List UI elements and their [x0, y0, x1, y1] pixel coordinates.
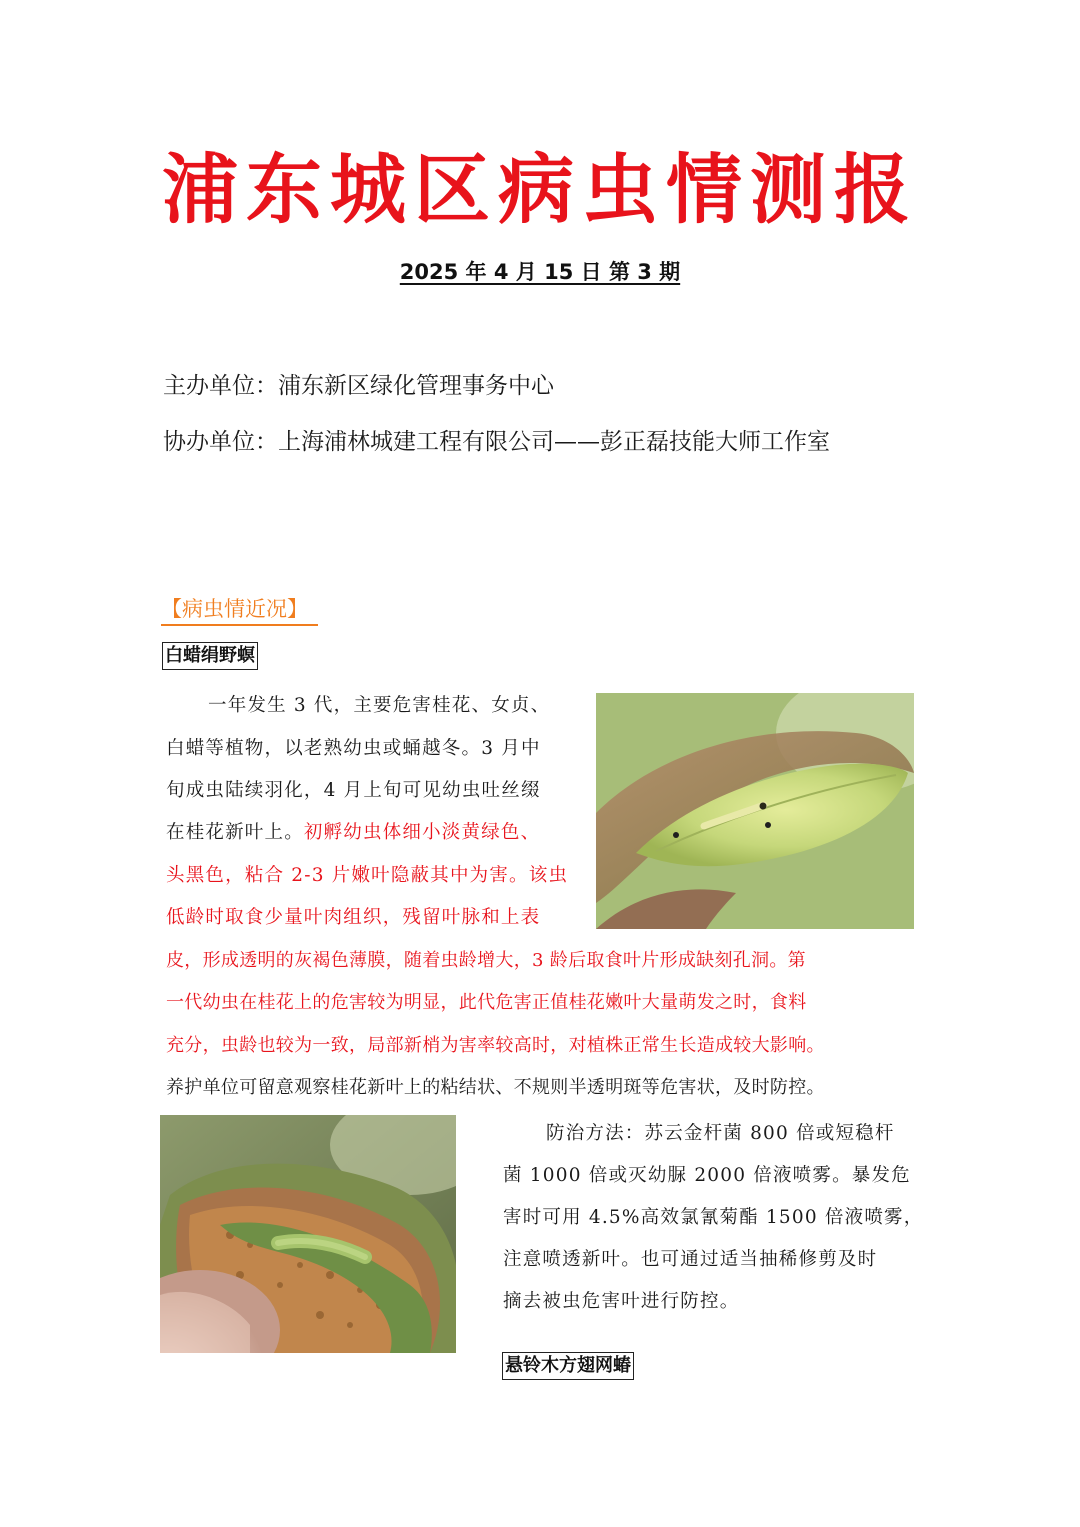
control-line: 防治方法：苏云金杆菌 800 倍或短稳杆 — [546, 1123, 895, 1144]
control-line: 摘去被虫危害叶进行防控。 — [503, 1291, 740, 1312]
description-line: 一代幼虫在桂花上的危害较为明显，此代危害正值桂花嫩叶大量萌发之时，食料 — [166, 992, 807, 1013]
description-line: 头黑色，粘合 2-3 片嫩叶隐蔽其中为害。该虫 — [166, 865, 569, 886]
description-line: 养护单位可留意观察桂花新叶上的粘结状、不规则半透明斑等危害状，及时防控。 — [166, 1077, 825, 1098]
description-line: 旬成虫陆续羽化，4 月上旬可见幼虫吐丝缀 — [166, 780, 541, 801]
control-line: 害时可用 4.5%高效氯氰菊酯 1500 倍液喷雾， — [503, 1207, 924, 1228]
description-line: 一年发生 3 代，主要危害桂花、女贞、 — [208, 695, 551, 716]
description-line: 皮，形成透明的灰褐色薄膜，随着虫龄增大，3 龄后取食叶片形成缺刻孔洞。第 — [166, 950, 806, 971]
pest-name-label: 悬铃木方翅网蝽 — [502, 1352, 634, 1380]
host-organization: 主办单位：浦东新区绿化管理事务中心 — [163, 373, 554, 399]
co-host-organization: 协办单位：上海浦林城建工程有限公司——彭正磊技能大师工作室 — [163, 429, 830, 455]
issue-line — [0, 256, 1080, 288]
section-heading: 【病虫情近况】 — [161, 594, 318, 626]
larva-on-leaf-photo — [596, 693, 914, 929]
description-line: 白蜡等植物，以老熟幼虫或蛹越冬。3 月中 — [166, 738, 541, 759]
description-line: 在桂花新叶上。初孵幼虫体细小淡黄绿色、 — [166, 822, 541, 843]
control-line: 注意喷透新叶。也可通过适当抽稀修剪及时 — [503, 1249, 878, 1270]
issue-date-number: 2025 年 4 月 15 日 第 3 期 — [399, 260, 681, 284]
description-line: 充分，虫龄也较为一致，局部新梢为害率较高时，对植株正常生长造成较大影响。 — [166, 1035, 825, 1056]
description-line: 低龄时取食少量叶肉组织，残留叶脉和上表 — [166, 907, 541, 928]
report-title: 浦东城区病虫情测报 — [162, 145, 918, 234]
pest-name-label: 白蜡绢野螟 — [162, 642, 258, 670]
caterpillar-damage-photo — [160, 1115, 456, 1353]
control-line: 菌 1000 倍或灭幼脲 2000 倍液喷雾。暴发危 — [503, 1165, 911, 1186]
